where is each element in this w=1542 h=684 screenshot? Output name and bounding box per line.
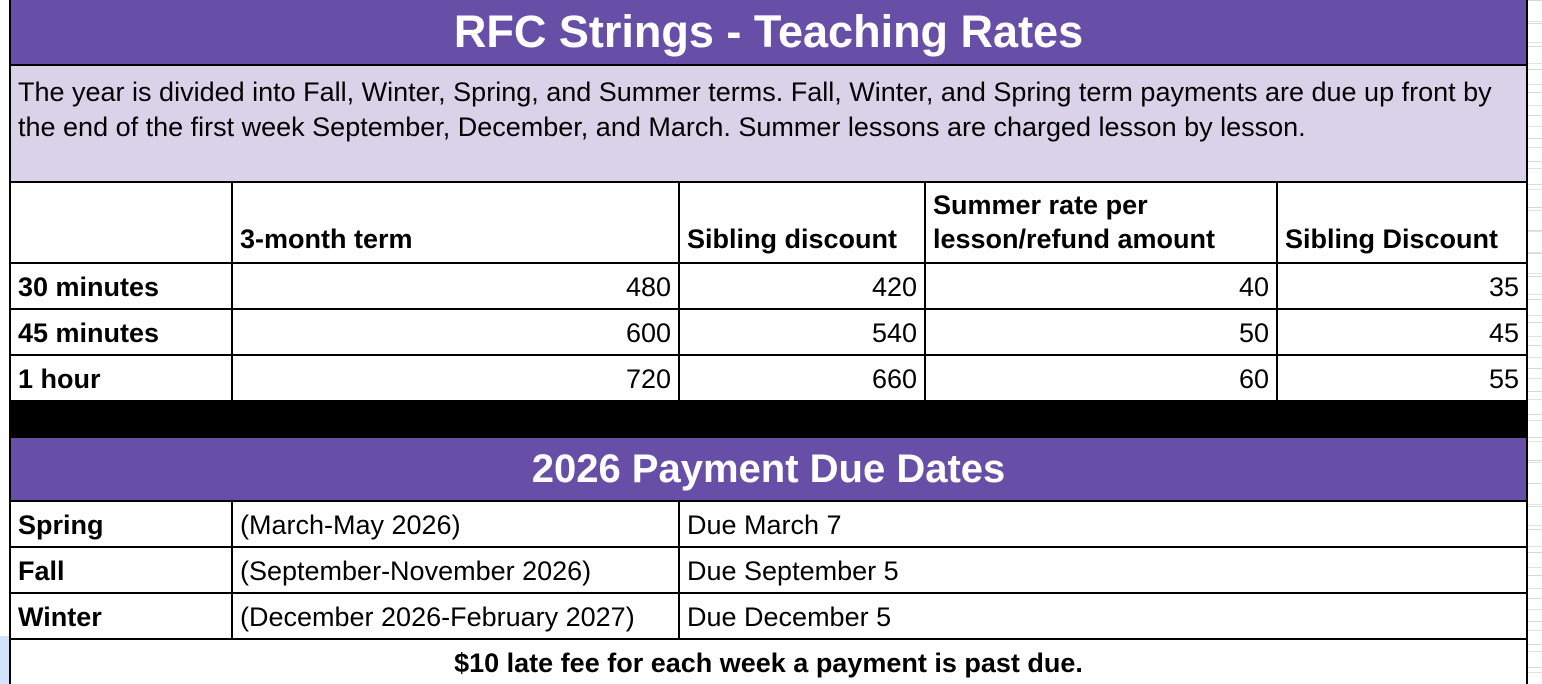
term-label-spring[interactable]: Spring xyxy=(9,500,231,546)
rate-cell[interactable]: 35 xyxy=(1276,262,1526,308)
terms-description[interactable]: The year is divided into Fall, Winter, Spring, and Summer terms. Fall, Winter, and Spring term payments are due up front by the end of the first week September, December, and March. Summer lessons are charged lesson by lesson. xyxy=(9,64,1526,181)
header-summer-sibling-discount[interactable]: Sibling Discount xyxy=(1276,181,1526,262)
separator-cell[interactable] xyxy=(231,400,678,436)
sheet-title[interactable]: RFC Strings - Teaching Rates xyxy=(9,0,1526,64)
rate-cell[interactable]: 540 xyxy=(678,308,924,354)
term-label-winter[interactable]: Winter xyxy=(9,592,231,638)
rate-cell[interactable]: 420 xyxy=(678,262,924,308)
row-label-30-minutes[interactable]: 30 minutes xyxy=(9,262,231,308)
separator-cell[interactable] xyxy=(1276,400,1526,436)
separator-cell[interactable] xyxy=(924,400,1276,436)
rates-table xyxy=(9,0,1528,684)
separator-cell[interactable] xyxy=(9,400,231,436)
rate-cell[interactable]: 40 xyxy=(924,262,1276,308)
row-label-1-hour[interactable]: 1 hour xyxy=(9,354,231,400)
due-dates-title[interactable]: 2026 Payment Due Dates xyxy=(9,436,1526,500)
rate-cell[interactable]: 45 xyxy=(1276,308,1526,354)
rate-cell[interactable]: 720 xyxy=(231,354,678,400)
header-sibling-discount[interactable]: Sibling discount xyxy=(678,181,924,262)
rate-cell[interactable]: 60 xyxy=(924,354,1276,400)
rate-cell[interactable]: 480 xyxy=(231,262,678,308)
term-label-fall[interactable]: Fall xyxy=(9,546,231,592)
header-summer-rate[interactable]: Summer rate per lesson/refund amount xyxy=(924,181,1276,262)
term-due-date[interactable]: Due September 5 xyxy=(678,546,1526,592)
term-due-date[interactable]: Due March 7 xyxy=(678,500,1526,546)
separator-cell[interactable] xyxy=(678,400,924,436)
rate-cell[interactable]: 55 xyxy=(1276,354,1526,400)
rate-cell[interactable]: 600 xyxy=(231,308,678,354)
late-fee-note[interactable]: $10 late fee for each week a payment is past due. xyxy=(9,638,1526,684)
term-range[interactable]: (September-November 2026) xyxy=(231,546,678,592)
row-label-45-minutes[interactable]: 45 minutes xyxy=(9,308,231,354)
term-range[interactable]: (December 2026-February 2027) xyxy=(231,592,678,638)
rate-cell[interactable]: 660 xyxy=(678,354,924,400)
term-due-date[interactable]: Due December 5 xyxy=(678,592,1526,638)
header-3-month-term[interactable]: 3-month term xyxy=(231,181,678,262)
rate-cell[interactable]: 50 xyxy=(924,308,1276,354)
selected-row-indicator xyxy=(0,636,9,684)
header-cell-blank[interactable] xyxy=(9,181,231,262)
empty-column-gridlines xyxy=(1527,0,1542,684)
term-range[interactable]: (March-May 2026) xyxy=(231,500,678,546)
